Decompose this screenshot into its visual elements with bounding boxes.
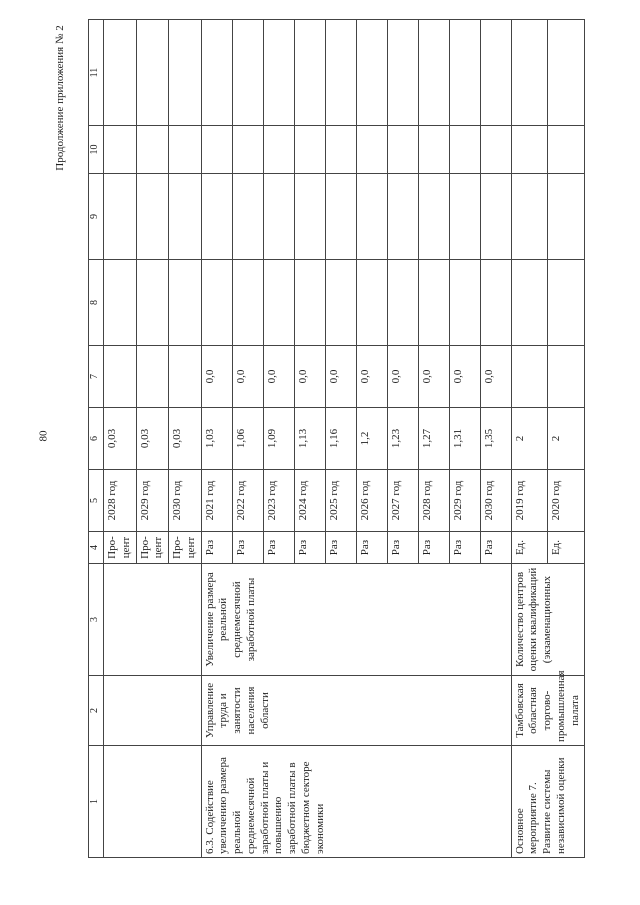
year-cell: 2022 год: [232, 470, 263, 532]
indicator: Количество центров оценки квалификаций (экзаменационных: [511, 564, 585, 676]
value-cell: [511, 346, 548, 408]
header-cell: 9: [89, 174, 104, 260]
year-cell: 2030 год: [480, 470, 511, 532]
year-cell: 2030 год: [169, 470, 202, 532]
header-cell: 5: [89, 470, 104, 532]
value-cell: 1,35: [480, 408, 511, 470]
value-cell: 0,0: [387, 346, 418, 408]
data-table: [88, 19, 585, 858]
unit-cell: Раз: [418, 532, 449, 564]
year-cell: 2028 год: [418, 470, 449, 532]
value-cell: 0,03: [136, 408, 169, 470]
year-cell: 2028 год: [104, 470, 137, 532]
value-cell: 1,06: [232, 408, 263, 470]
value-cell: 0,0: [294, 346, 325, 408]
table-frame: [88, 20, 636, 858]
value-cell: 1,27: [418, 408, 449, 470]
header-row: [89, 20, 104, 858]
year-cell: 2029 год: [449, 470, 480, 532]
unit-cell: Раз: [387, 532, 418, 564]
value-cell: 0,0: [480, 346, 511, 408]
value-cell: 1,13: [294, 408, 325, 470]
value-cell: 0,0: [263, 346, 294, 408]
header-cell: 7: [89, 346, 104, 408]
header-cell: 4: [89, 532, 104, 564]
unit-cell: Раз: [356, 532, 387, 564]
value-cell: 1,09: [263, 408, 294, 470]
cell-empty: [104, 676, 202, 746]
year-cell: 2026 год: [356, 470, 387, 532]
unit-cell: Раз: [201, 532, 232, 564]
unit-cell: Про- цент: [136, 532, 169, 564]
header-cell: 6: [89, 408, 104, 470]
unit-cell: Про- цент: [104, 532, 137, 564]
unit-cell: Ед.: [548, 532, 585, 564]
value-cell: [169, 346, 202, 408]
unit-cell: Ед.: [511, 532, 548, 564]
header-cell: 11: [89, 20, 104, 126]
value-cell: 2: [511, 408, 548, 470]
value-cell: 0,0: [201, 346, 232, 408]
header-cell: 3: [89, 564, 104, 676]
value-cell: 0,0: [418, 346, 449, 408]
measure-name: 6.3. Содействие увеличению размера реальной среднемесячной заработной платы и повышению заработной платы в бюджетном секторе экономики: [201, 746, 511, 858]
unit-cell: Раз: [325, 532, 356, 564]
unit-cell: Раз: [449, 532, 480, 564]
table-row: [201, 20, 232, 858]
unit-cell: Раз: [480, 532, 511, 564]
header-cell: 2: [89, 676, 104, 746]
unit-cell: Раз: [294, 532, 325, 564]
value-cell: 1,16: [325, 408, 356, 470]
unit-cell: Про- цент: [169, 532, 202, 564]
value-cell: 0,0: [232, 346, 263, 408]
year-cell: 2024 год: [294, 470, 325, 532]
executor: Тамбовская областная торгово-промышленная палата: [511, 676, 585, 746]
year-cell: 2021 год: [201, 470, 232, 532]
value-cell: 0,0: [449, 346, 480, 408]
value-cell: 1,03: [201, 408, 232, 470]
executor: Управление труда и занятости населения области: [201, 676, 511, 746]
year-cell: 2027 год: [387, 470, 418, 532]
indicator: Увеличение размера реальной среднемесячной заработной платы: [201, 564, 511, 676]
value-cell: 1,23: [387, 408, 418, 470]
value-cell: 2: [548, 408, 585, 470]
value-cell: 0,0: [325, 346, 356, 408]
header-cell: 8: [89, 260, 104, 346]
page-number: 80: [37, 430, 50, 442]
year-cell: 2019 год: [511, 470, 548, 532]
table-row: [104, 20, 137, 858]
table-row: [511, 20, 548, 858]
value-cell: [104, 346, 137, 408]
year-cell: 2025 год: [325, 470, 356, 532]
value-cell: [548, 346, 585, 408]
cell-empty: [104, 564, 202, 676]
continuation-note: Продолжение приложения № 2: [54, 25, 66, 171]
header-cell: 1: [89, 746, 104, 858]
value-cell: 0,0: [356, 346, 387, 408]
year-cell: 2029 год: [136, 470, 169, 532]
value-cell: 0,03: [104, 408, 137, 470]
value-cell: 0,03: [169, 408, 202, 470]
header-cell: 10: [89, 126, 104, 174]
measure-name: Основное мероприятие 7. Развитие системы независимой оценки: [511, 746, 585, 858]
unit-cell: Раз: [232, 532, 263, 564]
unit-cell: Раз: [263, 532, 294, 564]
year-cell: 2020 год: [548, 470, 585, 532]
value-cell: 1,2: [356, 408, 387, 470]
year-cell: 2023 год: [263, 470, 294, 532]
value-cell: [136, 346, 169, 408]
cell-empty: [104, 746, 202, 858]
value-cell: 1,31: [449, 408, 480, 470]
